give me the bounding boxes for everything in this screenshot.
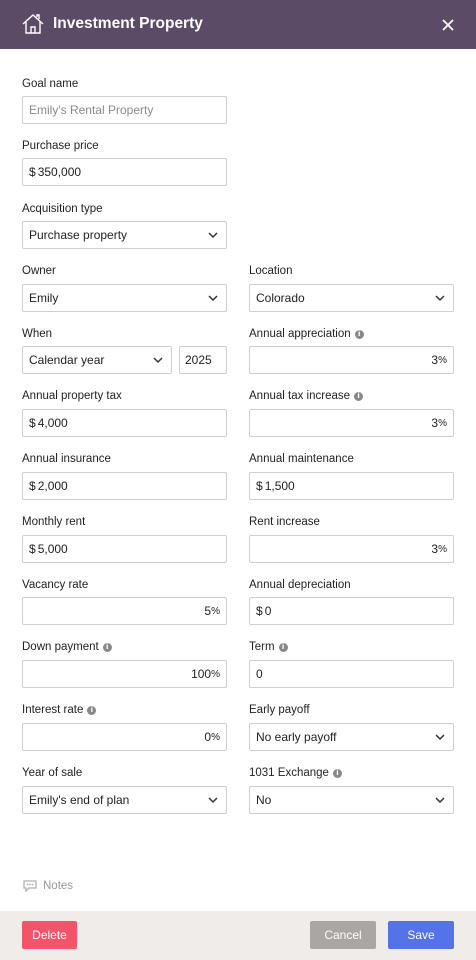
interest-rate-label [22,704,96,716]
currency-prefix: $ [256,604,263,618]
annual-depreciation-input[interactable] [249,597,454,625]
annual-property-tax-input[interactable] [22,409,227,437]
annual-tax-increase-input[interactable] [249,409,454,437]
annual-depreciation-label-text: Annual depreciation [249,579,351,591]
owner-select[interactable] [22,284,227,312]
annual-tax-increase-label [249,390,363,402]
dialog-title: Investment Property [53,15,203,32]
annual-tax-increase-value: 3 [431,416,439,430]
exchange-1031-label [249,767,342,779]
goal-name-label-text: Goal name [22,78,79,90]
chevron-down-icon [208,797,218,804]
percent-suffix: % [438,354,447,366]
when-year-input[interactable] [179,346,227,374]
rent-increase-label [249,516,320,528]
when-label [22,328,52,340]
down-payment-input[interactable] [22,660,227,688]
early-payoff-select[interactable] [249,723,454,751]
chevron-down-icon [435,734,445,741]
rent-increase-input[interactable] [249,535,454,563]
early-payoff-label [249,704,310,716]
when-year-value: 2025 [185,353,212,367]
info-icon[interactable]: i [333,769,342,778]
when-value: Calendar year [29,353,105,367]
annual-appreciation-value: 3 [431,353,439,367]
percent-suffix: % [211,731,220,743]
annual-property-tax-value: 4,000 [37,416,68,430]
cancel-button[interactable]: Cancel [310,921,376,949]
purchase-price-label [22,140,99,152]
info-icon[interactable]: i [103,643,112,652]
year-of-sale-label-text: Year of sale [22,767,83,779]
annual-insurance-input[interactable] [22,472,227,500]
term-label [249,641,288,653]
close-icon[interactable] [440,17,456,33]
exchange-1031-value: No [256,793,272,807]
chevron-down-icon [208,295,218,302]
year-of-sale-label [22,767,82,779]
currency-prefix: $ [29,542,36,556]
down-payment-label [22,641,112,653]
monthly-rent-label [22,516,85,528]
save-button[interactable]: Save [388,921,454,949]
exchange-1031-label-text: 1031 Exchange [249,767,329,779]
speech-bubble-icon [22,879,38,893]
annual-property-tax-label-text: Annual property tax [22,390,122,402]
currency-prefix: $ [256,479,263,493]
notes-label: Notes [43,880,74,892]
location-label [249,265,292,277]
acquisition-type-label-text: Acquisition type [22,203,103,215]
annual-depreciation-label [249,579,351,591]
currency-prefix: $ [29,479,36,493]
when-label-text: When [22,328,53,340]
goal-name-placeholder: Emily's Rental Property [29,103,154,117]
location-label-text: Location [249,265,293,277]
annual-tax-increase-label-text: Annual tax increase [249,390,351,402]
vacancy-rate-value: 5 [204,604,212,618]
vacancy-rate-input[interactable] [22,597,227,625]
goal-name-input[interactable] [22,96,227,124]
annual-maintenance-input[interactable] [249,472,454,500]
dialog-footer [0,911,476,960]
info-icon[interactable]: i [355,330,364,339]
interest-rate-label-text: Interest rate [22,704,84,716]
annual-appreciation-label [249,328,364,340]
acquisition-type-label [22,203,103,215]
annual-appreciation-input[interactable] [249,346,454,374]
term-value: 0 [256,667,263,681]
monthly-rent-label-text: Monthly rent [22,516,86,528]
location-value: Colorado [256,291,305,305]
goal-name-label [22,78,78,90]
chevron-down-icon [435,797,445,804]
purchase-price-label-text: Purchase price [22,140,99,152]
location-select[interactable] [249,284,454,312]
purchase-price-input[interactable] [22,158,227,186]
vacancy-rate-label-text: Vacancy rate [22,579,89,591]
when-select[interactable] [22,346,172,374]
annual-depreciation-value: 0 [264,604,272,618]
interest-rate-input[interactable] [22,723,227,751]
owner-value: Emily [29,291,59,305]
annual-insurance-label-text: Annual insurance [22,453,111,465]
house-icon [21,12,45,36]
chevron-down-icon [435,295,445,302]
info-icon[interactable]: i [87,706,96,715]
info-icon[interactable]: i [279,643,288,652]
year-of-sale-select[interactable] [22,786,227,814]
monthly-rent-input[interactable] [22,535,227,563]
interest-rate-value: 0 [204,730,212,744]
annual-appreciation-label-text: Annual appreciation [249,328,351,340]
chevron-down-icon [153,357,163,364]
currency-prefix: $ [29,165,36,179]
info-icon[interactable]: i [354,392,363,401]
vacancy-rate-label [22,579,88,591]
percent-suffix: % [438,417,447,429]
owner-label [22,265,56,277]
term-label-text: Term [249,641,275,653]
purchase-price-value: 350,000 [37,165,82,179]
notes-toggle[interactable] [22,879,73,893]
term-input[interactable] [249,660,454,688]
percent-suffix: % [438,543,447,555]
monthly-rent-value: 5,000 [37,542,68,556]
chevron-down-icon [208,232,218,239]
annual-maintenance-label [249,453,354,465]
rent-increase-value: 3 [431,542,439,556]
rent-increase-label-text: Rent increase [249,516,320,528]
acquisition-type-value: Purchase property [29,228,128,242]
early-payoff-label-text: Early payoff [249,704,310,716]
annual-insurance-label [22,453,111,465]
early-payoff-value: No early payoff [256,730,337,744]
annual-property-tax-label [22,390,122,402]
percent-suffix: % [211,605,220,617]
delete-button[interactable]: Delete [22,921,77,949]
currency-prefix: $ [29,416,36,430]
owner-label-text: Owner [22,265,56,277]
year-of-sale-value: Emily's end of plan [29,793,130,807]
exchange-1031-select[interactable] [249,786,454,814]
acquisition-type-select[interactable] [22,221,227,249]
dialog-header [0,0,476,49]
annual-maintenance-value: 1,500 [264,479,295,493]
down-payment-label-text: Down payment [22,641,99,653]
down-payment-value: 100 [191,667,212,681]
annual-insurance-value: 2,000 [37,479,68,493]
percent-suffix: % [211,668,220,680]
annual-maintenance-label-text: Annual maintenance [249,453,354,465]
